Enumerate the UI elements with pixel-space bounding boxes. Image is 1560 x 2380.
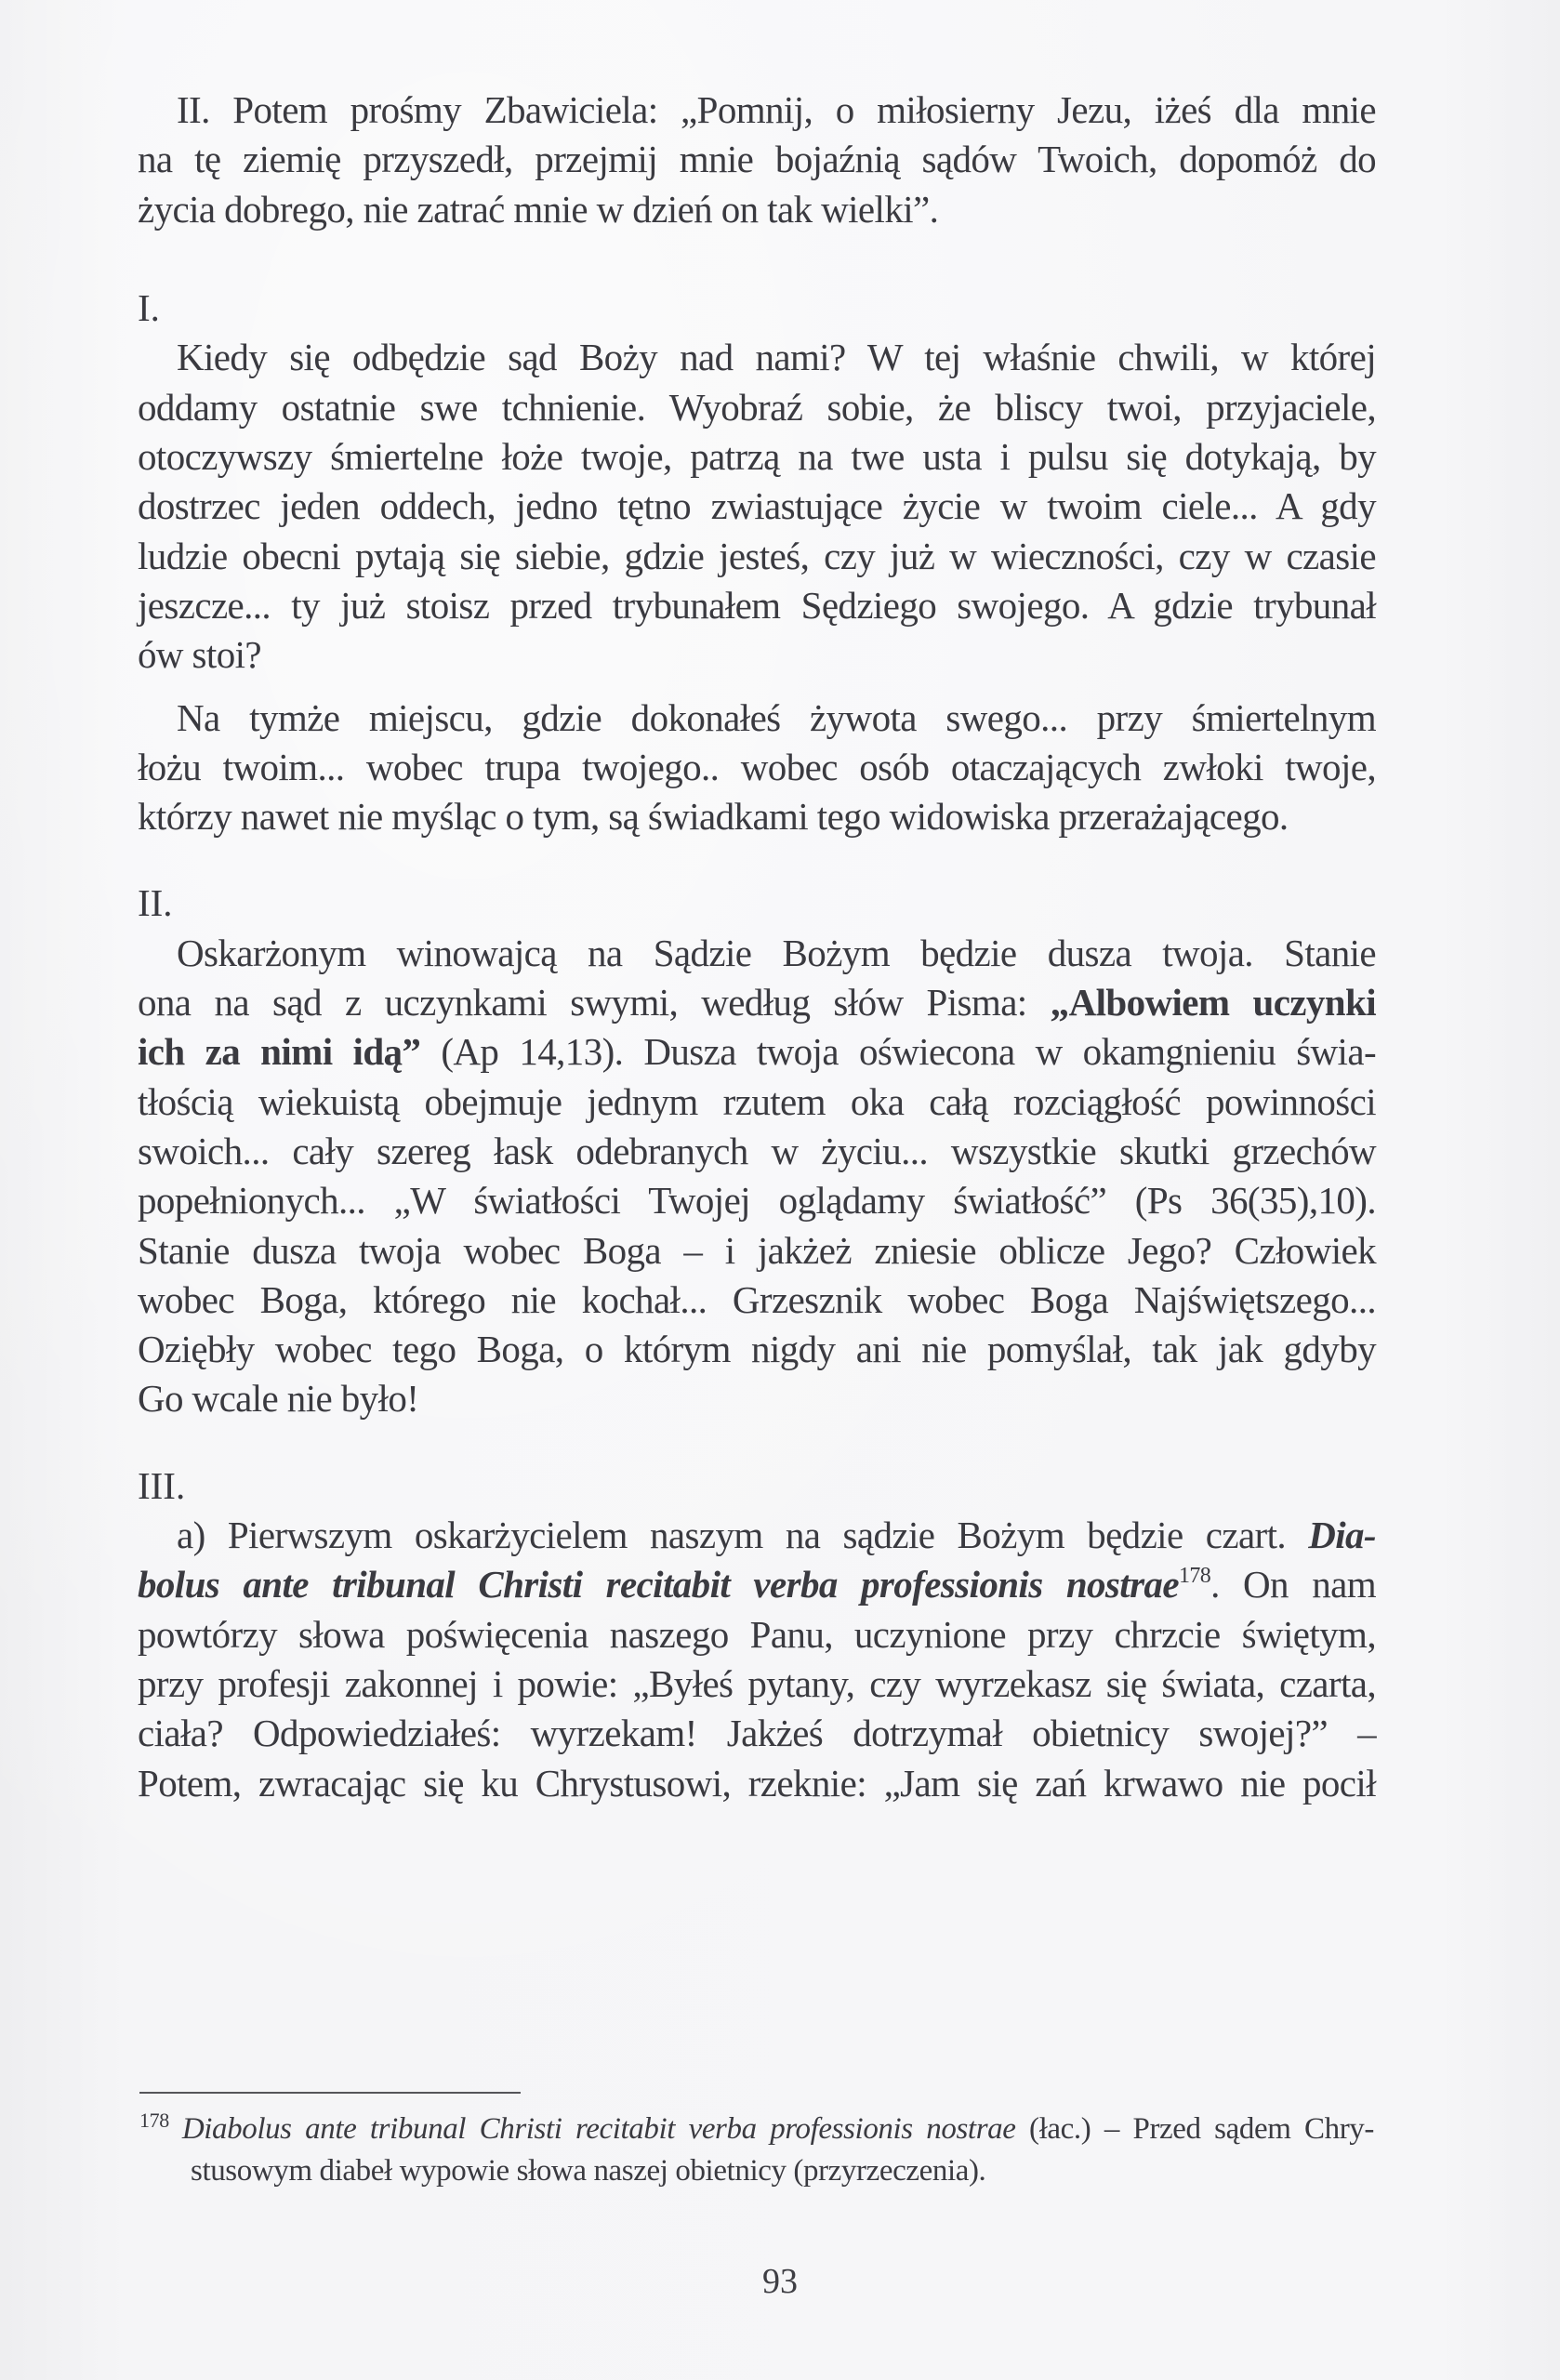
text-line: tłością wiekuistą obejmuje jednym rzutem oka całą rozciągłość powinności <box>138 1079 1376 1123</box>
footnote-divider <box>139 2092 521 2094</box>
footnote-number: 178 <box>139 2109 169 2132</box>
footnote-text: (łac.) – Przed sądem Chry- <box>1015 2112 1374 2146</box>
text-line: Potem, zwracając się ku Chrystusowi, rzeknie: „Jam się zań krwawo nie pocił <box>138 1761 1376 1805</box>
text-line: ów stoi? <box>138 633 261 677</box>
section-heading-3: III. <box>138 1463 186 1507</box>
section-1-paragraph-1 <box>138 333 1376 680</box>
text-line <box>138 1560 1376 1609</box>
text-line: ciała? Odpowiedziałeś: wyrzekam! Jakżeś dotrzymał obietnicy swojej?” – <box>138 1712 1376 1755</box>
text-line: ludzie obecni pytają się siebie, gdzie jesteś, czy już w wieczności, czy w czasie <box>138 534 1376 577</box>
footnote-line: stusowym diabeł wypowie słowa naszej obietnicy (przyrzeczenia). <box>191 2154 986 2188</box>
latin-quote: bolus ante tribunal Christi recitabit verba professionis nostrae <box>138 1563 1179 1606</box>
section-3-paragraph <box>138 1511 1376 1808</box>
section-1-paragraph-2 <box>138 694 1376 842</box>
text-line: powtórzy słowa poświęcenia naszego Panu, uczynione przy chrzcie świętym, <box>138 1612 1376 1656</box>
text-line: jeszcze... ty już stoisz przed trybunałem Sędziego swojego. A gdzie trybunał <box>138 583 1376 627</box>
text-line: Stanie dusza twoja wobec Boga – i jakżeż zniesie oblicze Jego? Człowiek <box>138 1228 1376 1272</box>
footnote-latin: Diabolus ante tribunal Christi recitabit verba professionis nostrae <box>181 2112 1016 2146</box>
text-line: swoich... cały szereg łask odebranych w życiu... wszystkie skutki grzechów <box>138 1129 1376 1172</box>
text-line: II. Potem prośmy Zbawiciela: „Pomnij, o miłosierny Jezu, iżeś dla mnie <box>177 88 1376 131</box>
text-line <box>138 1027 1376 1077</box>
text-line: Go wcale nie było! <box>138 1377 419 1421</box>
text-line: na tę ziemię przyszedł, przejmij mnie bojaźnią sądów Twoich, dopomóż do <box>138 138 1376 181</box>
footnote-reference[interactable]: 178 <box>1178 1564 1211 1589</box>
spacer <box>138 234 1376 284</box>
text-line: Oziębły wobec tego Boga, o którym nigdy ani nie pomyślał, tak jak gdyby <box>138 1328 1376 1371</box>
text-run: . On nam <box>1210 1563 1377 1606</box>
text-run: (Ap 14,13). Dusza twoja oświecona w okamgnieniu świa- <box>420 1030 1376 1074</box>
spacer <box>138 1424 1376 1461</box>
text-line: dostrzec jeden oddech, jedno tętno zwiastujące życie w twoim ciele... A gdy <box>138 484 1376 528</box>
text-line <box>138 1511 1376 1560</box>
page-number: 93 <box>762 2262 798 2301</box>
text-run: a) Pierwszym oskarżycielem naszym na sądzie Bożym będzie czart. <box>177 1514 1309 1557</box>
intro-paragraph <box>138 86 1376 234</box>
spacer <box>138 841 1376 879</box>
text-run: ona na sąd z uczynkami swymi, według słów Pisma: <box>138 981 1051 1025</box>
text-line: Kiedy się odbędzie sąd Boży nad nami? W tej właśnie chwili, w której <box>177 336 1376 379</box>
text-line <box>138 978 1376 1027</box>
text-line: przy profesji zakonnej i powie: „Byłeś pytany, czy wyrzekasz się świata, czarta, <box>138 1661 1376 1705</box>
footnote-line <box>139 2109 1374 2150</box>
text-line: którzy nawet nie myśląc o tym, są świadkami tego widowiska przerażającego. <box>138 795 1289 839</box>
latin-quote: Dia- <box>1308 1514 1376 1557</box>
section-2-paragraph <box>138 929 1376 1424</box>
section-heading-2: II. <box>138 881 173 925</box>
text-line: życia dobrego, nie zatrać mnie w dzień on tak wielki”. <box>138 187 939 231</box>
text-line: łożu twoim... wobec trupa twojego.. wobec osób otaczających zwłoki twoje, <box>138 745 1376 788</box>
text-line: popełnionych... „W światłości Twojej oglądamy światłość” (Ps 36(35),10). <box>138 1179 1376 1223</box>
section-heading-1: I. <box>138 286 160 330</box>
text-line: oddamy ostatnie swe tchnienie. Wyobraź sobie, że bliscy twoi, przyjaciele, <box>138 385 1376 429</box>
text-line: otoczywszy śmiertelne łoże twoje, patrzą na twe usta i pulsu się dotykają, by <box>138 435 1376 479</box>
scripture-quote-bold: ich za nimi idą” <box>138 1030 421 1074</box>
main-text <box>138 86 1376 1808</box>
text-line: Na tymże miejscu, gdzie dokonałeś żywota swego... przy śmiertelnym <box>177 695 1376 739</box>
footnote <box>139 2109 1374 2192</box>
scripture-quote-bold: „Albowiem uczynki <box>1050 981 1376 1025</box>
text-line: Oskarżonym winowajcą na Sądzie Bożym będzie dusza twoja. Stanie <box>177 931 1376 974</box>
text-line: wobec Boga, którego nie kochał... Grzesznik wobec Boga Najświętszego... <box>138 1277 1376 1321</box>
